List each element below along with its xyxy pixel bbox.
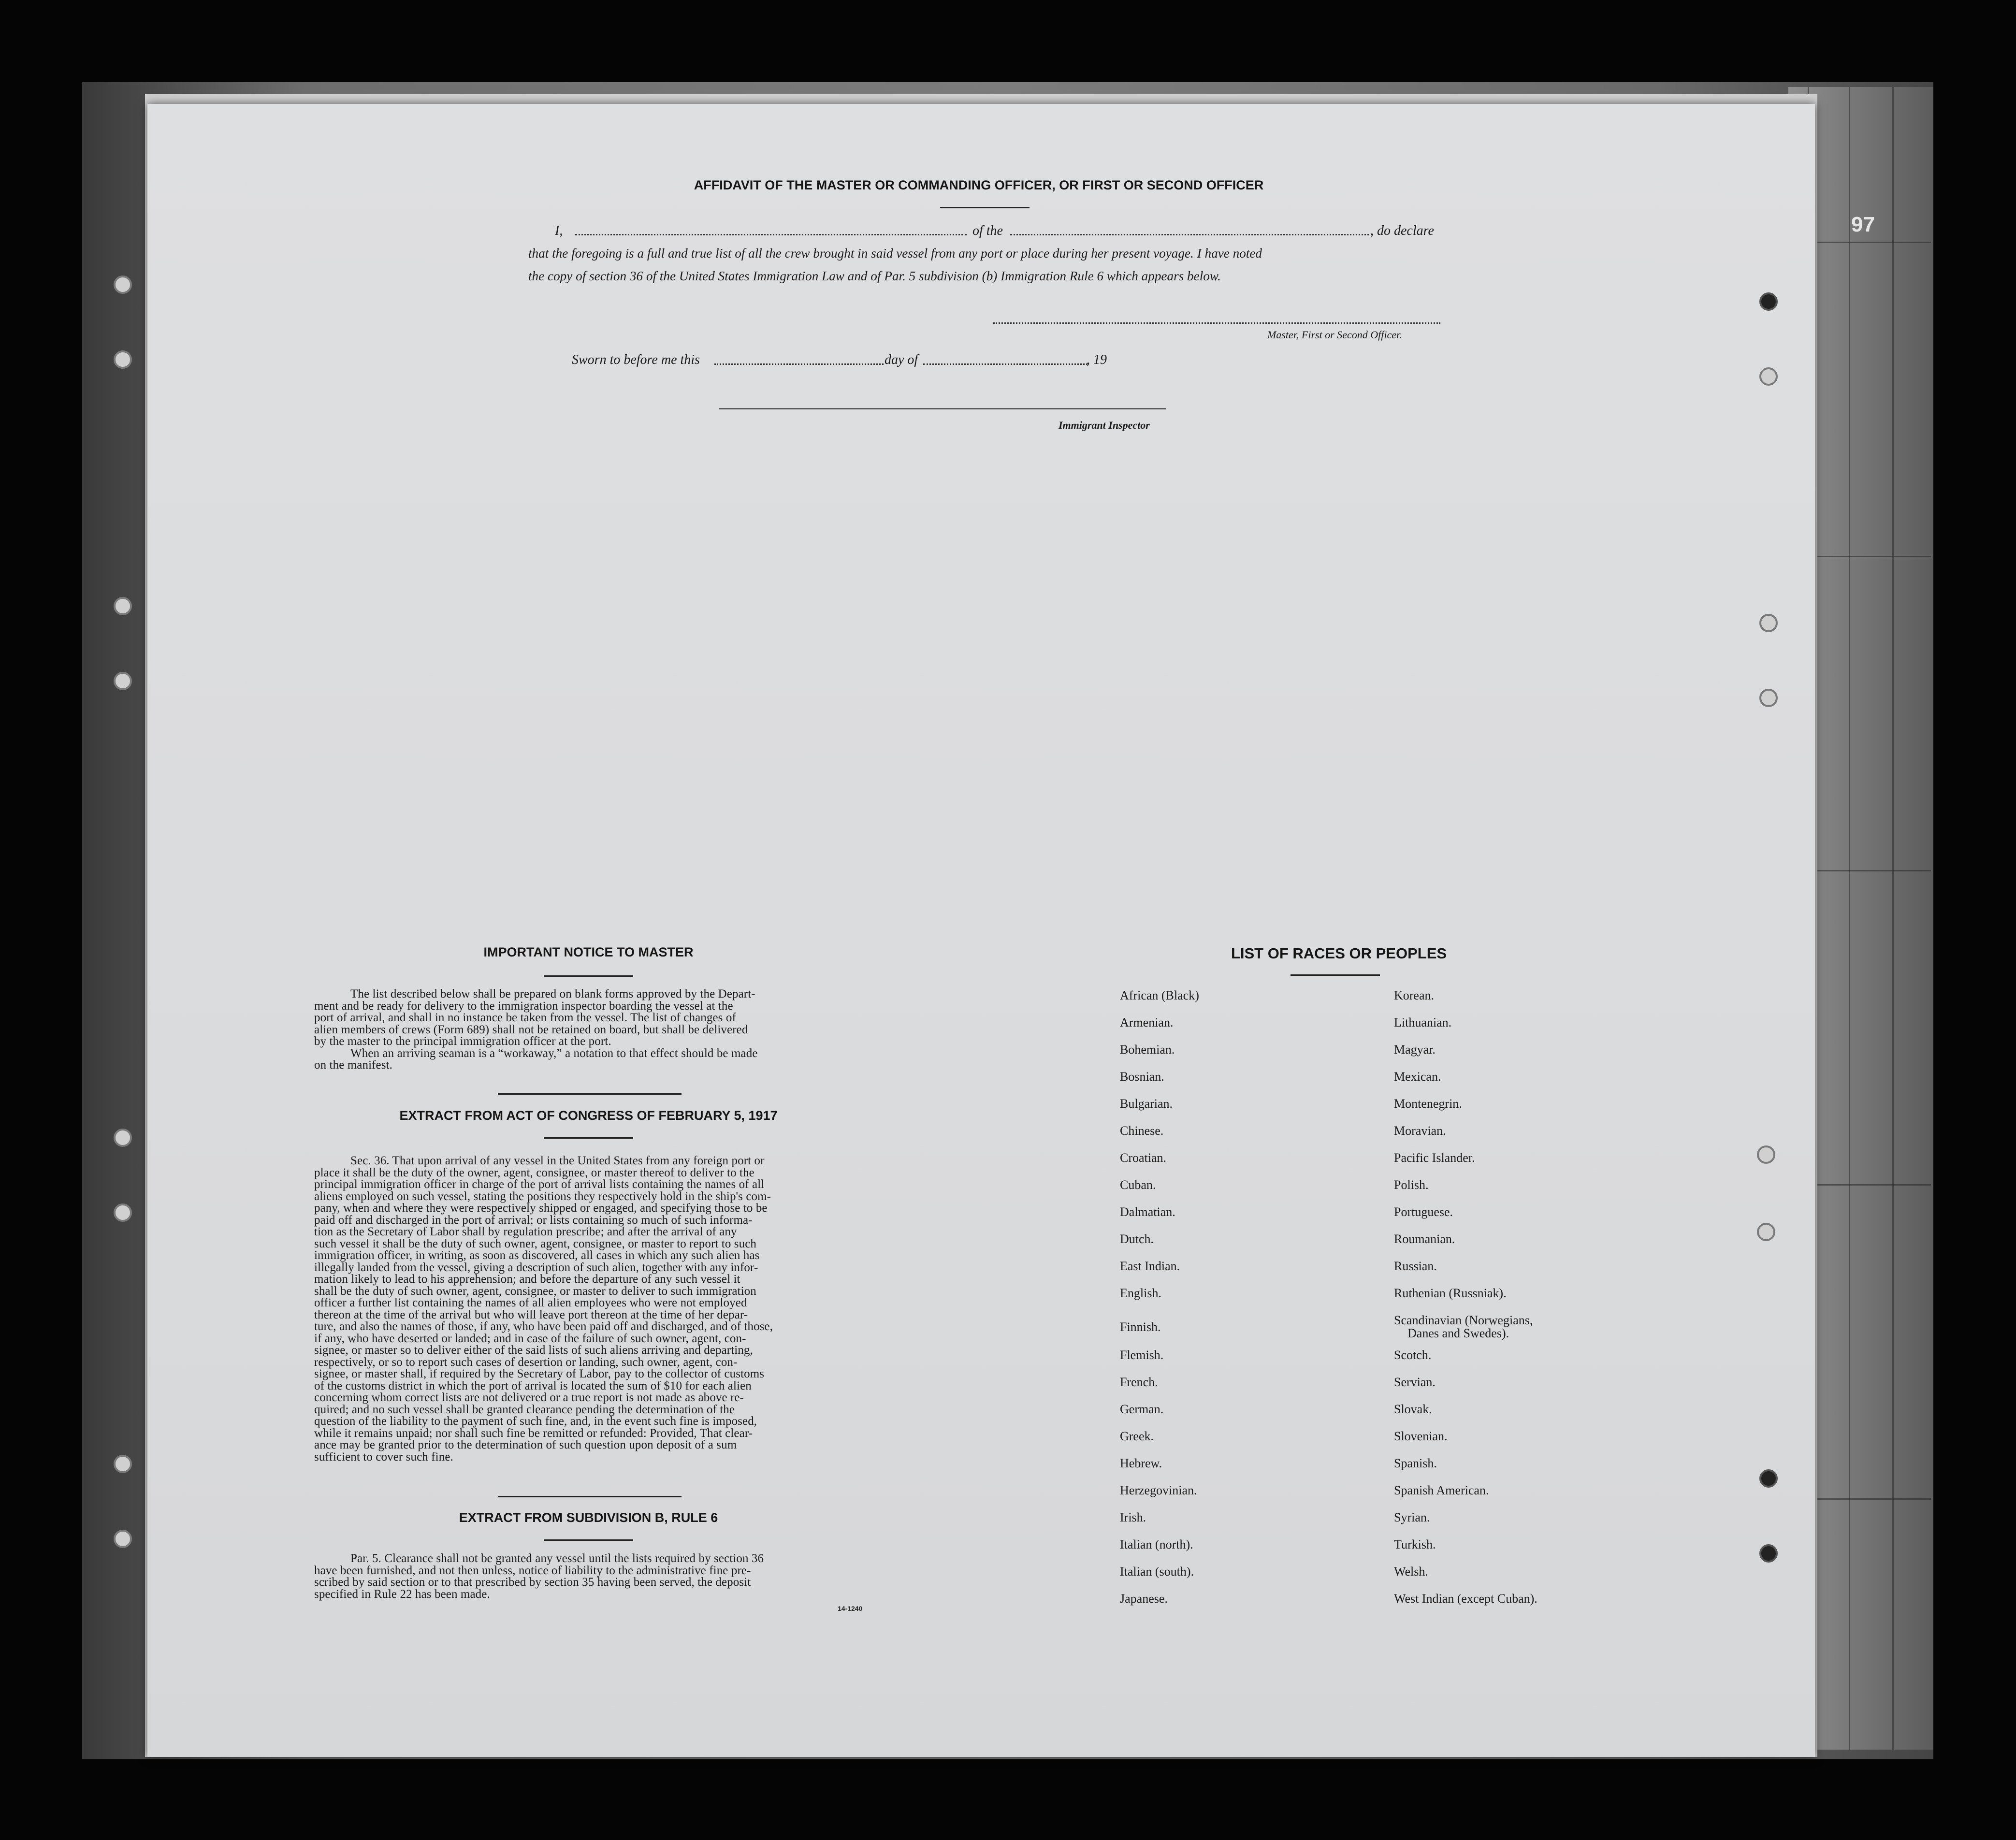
race-item: Bulgarian. xyxy=(1120,1097,1173,1111)
race-item: Danes and Swedes). xyxy=(1407,1326,1509,1340)
race-item: West Indian (except Cuban). xyxy=(1394,1592,1537,1606)
act-line: ance may be granted prior to the determination of such question upon deposit of a sum xyxy=(314,1438,737,1451)
binder-line xyxy=(1810,1184,1931,1186)
races-title: LIST OF RACES OR PEOPLES xyxy=(1231,945,1447,962)
sworn-day-blank xyxy=(714,363,884,365)
race-item: Dutch. xyxy=(1120,1232,1154,1246)
act-line: question of the liability to the payment of such fine, and, in the event such fine is imposed, xyxy=(314,1415,757,1428)
race-item: Greek. xyxy=(1120,1429,1154,1443)
races-right-column xyxy=(1394,988,1684,1619)
race-item: Korean. xyxy=(1394,988,1435,1002)
race-item: Spanish American. xyxy=(1394,1483,1489,1497)
act-line: aliens employed on such vessel, stating the positions they respectively hold in the ship's com- xyxy=(314,1189,771,1203)
punch-hole xyxy=(1759,1469,1778,1488)
race-item: Chinese. xyxy=(1120,1124,1164,1138)
act-line: respectively, or so to report such cases of desertion or landing, such owner, agent, con- xyxy=(314,1355,738,1369)
race-item: Servian. xyxy=(1394,1375,1436,1389)
extract-rule-title: EXTRACT FROM SUBDIVISION B, RULE 6 xyxy=(459,1510,718,1525)
race-item: Syrian. xyxy=(1394,1510,1430,1524)
notice-body xyxy=(314,988,865,1072)
act-line: sufficient to cover such fine. xyxy=(314,1450,453,1463)
act-line: quired; and no such vessel shall be granted clearance pending the determination of the xyxy=(314,1403,735,1416)
punch-hole xyxy=(1759,292,1778,311)
binder-line xyxy=(1810,1498,1931,1500)
race-item: African (Black) xyxy=(1120,988,1199,1002)
notice-title: IMPORTANT NOTICE TO MASTER xyxy=(483,945,694,959)
divider xyxy=(940,207,1030,208)
race-item: Pacific Islander. xyxy=(1394,1151,1475,1165)
punch-hole xyxy=(114,1530,132,1548)
act-line: while it remains unpaid; nor shall such fine be remitted or refunded: Provided, That clear- xyxy=(314,1426,753,1440)
divider xyxy=(544,1539,633,1541)
race-item: Bohemian. xyxy=(1120,1043,1175,1057)
race-item: Dalmatian. xyxy=(1120,1205,1175,1219)
race-item: English. xyxy=(1120,1286,1161,1300)
race-item: Hebrew. xyxy=(1120,1456,1162,1470)
race-item: Russian. xyxy=(1394,1259,1437,1273)
act-line: of the customs district in which the port of arrival is located the sum of $10 for each alien xyxy=(314,1379,752,1392)
race-item: Bosnian. xyxy=(1120,1070,1164,1084)
act-line: signee, or master so to deliver either of the said lists of such aliens arriving and departing, xyxy=(314,1344,753,1357)
notice-line: alien members of crews (Form 689) shall not be retained on board, but shall be delivered xyxy=(314,1023,748,1036)
name-blank xyxy=(575,234,967,235)
act-line: signee, or master shall, if required by the Secretary of Labor, pay to the collector of customs xyxy=(314,1367,765,1380)
divider xyxy=(544,975,633,977)
race-item: Scandinavian (Norwegians, xyxy=(1394,1313,1533,1327)
race-item: Scotch. xyxy=(1394,1348,1432,1362)
rule-line: have been furnished, and not then unless, notice of liability to the administrative fine pre- xyxy=(314,1564,751,1577)
notice-line: on the manifest. xyxy=(314,1058,392,1072)
punch-hole xyxy=(114,275,132,294)
race-item: French. xyxy=(1120,1375,1158,1389)
race-item: Finnish. xyxy=(1120,1320,1161,1334)
punch-hole xyxy=(114,1203,132,1222)
race-item: East Indian. xyxy=(1120,1259,1180,1273)
extract-rule-body xyxy=(314,1553,865,1600)
race-item: Flemish. xyxy=(1120,1348,1164,1362)
race-item: German. xyxy=(1120,1402,1164,1416)
notice-line: ment and be ready for delivery to the immigration inspector boarding the vessel at the xyxy=(314,999,733,1013)
notice-line: port of arrival, and shall in no instance be taken from the vessel. The list of changes of xyxy=(314,1011,736,1024)
race-item: Spanish. xyxy=(1394,1456,1437,1470)
sworn-month-blank xyxy=(923,363,1088,365)
race-item: Roumanian. xyxy=(1394,1232,1455,1246)
affidavit-title: AFFIDAVIT OF THE MASTER OR COMMANDING OFFICER, OR FIRST OR SECOND OFFICER xyxy=(694,178,1264,192)
race-item: Mexican. xyxy=(1394,1070,1441,1084)
affidavit-line-2: that the foregoing is a full and true list of all the crew brought in said vessel from any port or place during her present voyage. I have noted xyxy=(528,246,1262,261)
act-line: shall be the duty of such owner, agent, consignee, or master to deliver to such immigration xyxy=(314,1284,756,1298)
master-signature-label: Master, First or Second Officer. xyxy=(1267,329,1402,341)
act-line: mation likely to lead to his apprehension; and before the departure of any such vessel it xyxy=(314,1273,740,1286)
race-item: Welsh. xyxy=(1394,1565,1428,1579)
divider xyxy=(498,1093,682,1095)
punch-hole xyxy=(1757,1145,1775,1164)
divider xyxy=(544,1137,633,1139)
act-line: principal immigration officer in charge of the port of arrival lists containing the names of all xyxy=(314,1178,765,1191)
binder-line xyxy=(1810,556,1931,557)
act-line: Sec. 36. That upon arrival of any vessel in the United States from any foreign port or xyxy=(350,1154,765,1167)
binder-line xyxy=(1810,870,1931,871)
act-line: immigration officer, in writing, as soon as discovered, all cases in which any such alien has xyxy=(314,1249,760,1262)
race-item: Lithuanian. xyxy=(1394,1015,1452,1029)
divider xyxy=(498,1496,682,1497)
punch-hole xyxy=(114,672,132,690)
race-item: Slovenian. xyxy=(1394,1429,1448,1443)
race-item: Croatian. xyxy=(1120,1151,1167,1165)
notice-line: by the master to the principal immigration officer at the port. xyxy=(314,1035,611,1048)
sworn-day-of: day of xyxy=(885,352,918,367)
notice-line: The list described below shall be prepared on blank forms approved by the Depart- xyxy=(350,987,755,1000)
affidavit-line-3: the copy of section 36 of the United States Immigration Law and of Par. 5 subdivision (b) Immigration Rule 6 which appears below. xyxy=(528,269,1221,283)
affidavit-declare-label: , do declare xyxy=(1370,223,1434,238)
race-item: Herzegovinian. xyxy=(1120,1483,1197,1497)
affidavit-of-the-label: of the xyxy=(972,223,1003,238)
act-line: illegally landed from the vessel, giving a description of such alien, together with any infor- xyxy=(314,1260,758,1274)
race-item: Moravian. xyxy=(1394,1124,1446,1138)
punch-hole xyxy=(1759,614,1778,632)
page-number: 97 xyxy=(1851,213,1875,236)
races-left-column xyxy=(1120,988,1362,1619)
punch-hole xyxy=(114,350,132,369)
act-line: if any, who have deserted or landed; and in case of the failure of such owner, agent, con- xyxy=(314,1332,746,1345)
sworn-text: Sworn to before me this xyxy=(572,352,700,367)
punch-hole xyxy=(1759,1544,1778,1563)
race-item: Portuguese. xyxy=(1394,1205,1453,1219)
master-signature-line xyxy=(993,322,1440,324)
punch-hole xyxy=(114,597,132,615)
affidavit-i-label: I, xyxy=(555,223,563,238)
extract-act-title: EXTRACT FROM ACT OF CONGRESS OF FEBRUARY 5, 1917 xyxy=(399,1108,778,1123)
act-line: pany, when and where they were respectively shipped or engaged, and specifying those to be xyxy=(314,1202,768,1215)
race-item: Slovak. xyxy=(1394,1402,1432,1416)
race-item: Japanese. xyxy=(1120,1592,1168,1606)
punch-hole xyxy=(1759,689,1778,707)
race-item: Magyar. xyxy=(1394,1043,1436,1057)
act-line: concerning whom correct lists are not delivered or a true report is not made as above re- xyxy=(314,1391,744,1404)
sworn-year: , 19 xyxy=(1087,352,1107,367)
punch-hole xyxy=(114,1129,132,1147)
act-line: thereon at the time of the arrival but who will leave port thereon at the time of her depar- xyxy=(314,1308,748,1321)
act-line: ture, and also the names of those, if any, who have been paid off and discharged, and of those, xyxy=(314,1320,773,1333)
binder-line xyxy=(1810,242,1931,243)
inspector-signature-line xyxy=(719,408,1166,409)
vessel-blank xyxy=(1010,234,1373,235)
act-line: officer a further list containing the names of all alien employees who were not employed xyxy=(314,1296,747,1309)
race-item: Italian (south). xyxy=(1120,1565,1194,1579)
race-item: Turkish. xyxy=(1394,1537,1436,1551)
race-item: Armenian. xyxy=(1120,1015,1174,1029)
act-line: tion as the Secretary of Labor shall by regulation prescribe; and after the arrival of any xyxy=(314,1225,737,1238)
race-item: Italian (north). xyxy=(1120,1537,1193,1551)
punch-hole xyxy=(1759,367,1778,386)
act-line: such vessel it shall be the duty of such owner, agent, consignee, or master to report to such xyxy=(314,1237,757,1250)
binder-line xyxy=(1849,87,1850,1750)
punch-hole xyxy=(1757,1223,1775,1241)
race-item: Montenegrin. xyxy=(1394,1097,1462,1111)
rule-line: scribed by said section or to that prescribed by section 35 having been served, the deposit xyxy=(314,1576,751,1589)
divider xyxy=(1291,974,1380,976)
notice-line: When an arriving seaman is a “workaway,” a notation to that effect should be made xyxy=(350,1046,758,1060)
race-item: Irish. xyxy=(1120,1510,1146,1524)
inspector-label: Immigrant Inspector xyxy=(1059,419,1150,431)
act-line: place it shall be the duty of the owner, agent, consignee, or master thereof to deliver to the xyxy=(314,1166,754,1179)
race-item: Polish. xyxy=(1394,1178,1429,1192)
binder-line xyxy=(1892,87,1894,1750)
race-item: Cuban. xyxy=(1120,1178,1156,1192)
rule-line: specified in Rule 22 has been made. xyxy=(314,1587,490,1601)
act-line: paid off and discharged in the port of arrival; or lists containing so much of such informa- xyxy=(314,1213,753,1227)
extract-act-body xyxy=(314,1155,865,1463)
punch-hole xyxy=(114,1455,132,1473)
form-number: 14-1240 xyxy=(838,1605,863,1612)
rule-line: Par. 5. Clearance shall not be granted any vessel until the lists required by section 36 xyxy=(350,1552,764,1565)
race-item: Ruthenian (Russniak). xyxy=(1394,1286,1507,1300)
